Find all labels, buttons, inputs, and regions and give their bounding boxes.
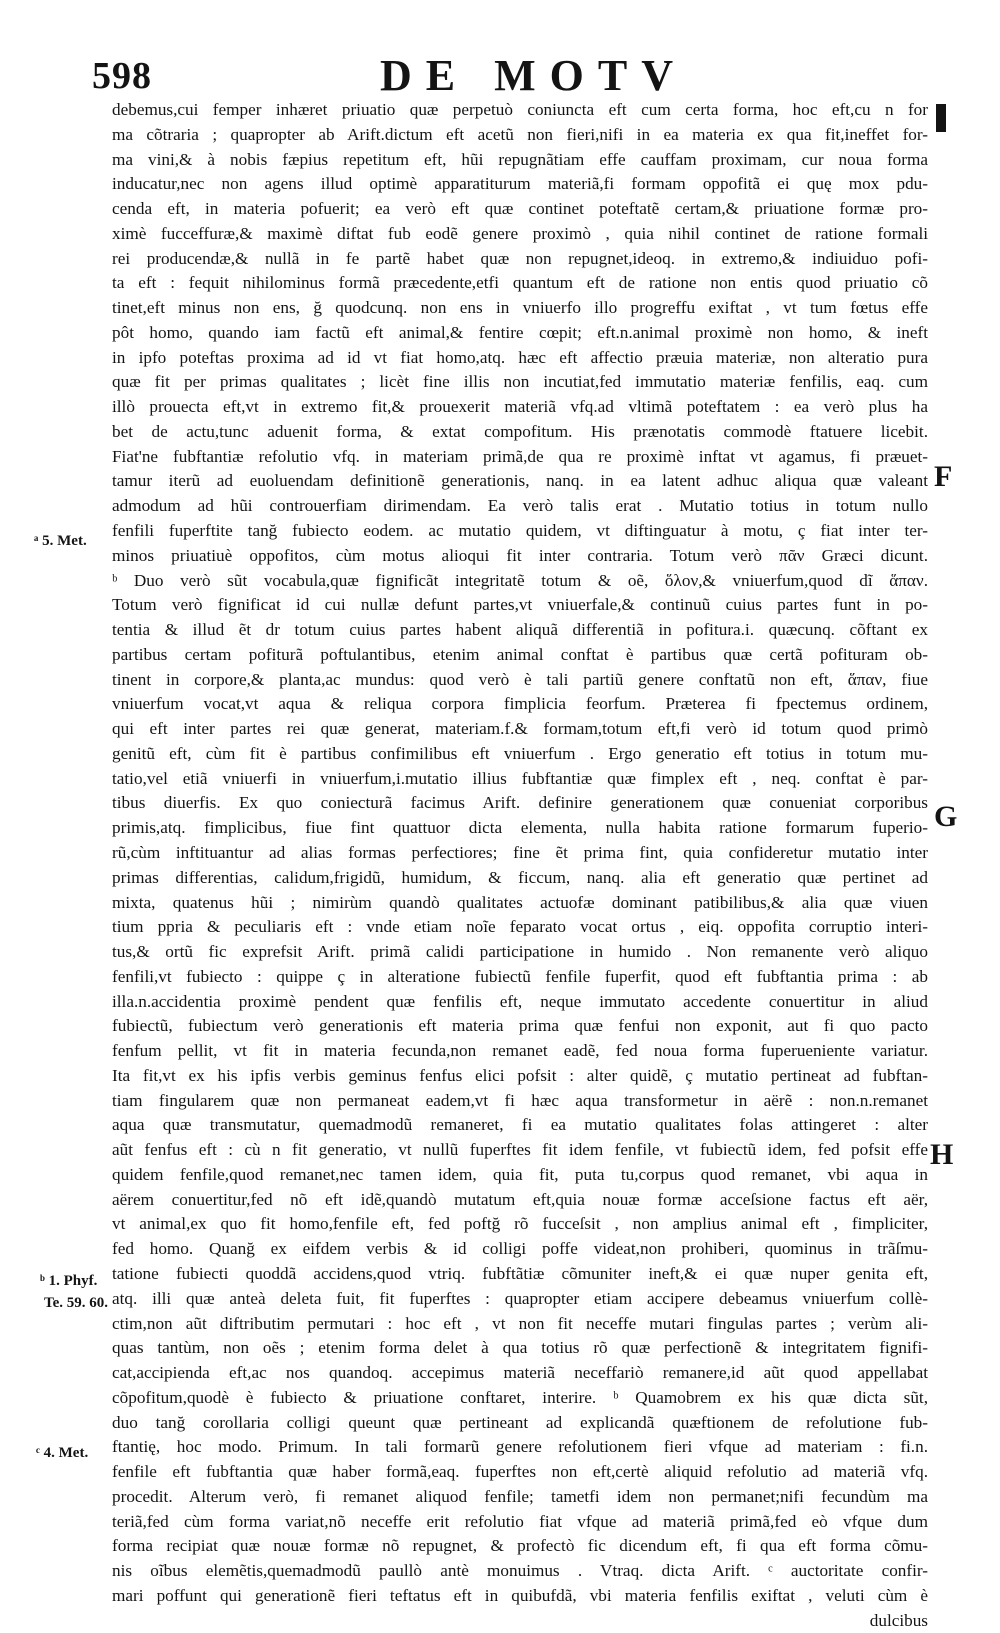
margin-note-b-line2: Te. 59. 60. (44, 1295, 109, 1311)
text-line: teriã,fed cùm forma variat,nõ neceffe erit refolutio fiat vfque ad materiã primã,fed eò vfque dum (112, 1511, 928, 1531)
text-line: ctim,non aũt diftributim permutari : hoc eft , vt non fit neceffe mutari fingulas partes ; verùm ali- (112, 1313, 928, 1333)
text-line: admodum ad hũi controuerfiam dirimendam. Ea verò talis erat . Mutatio totius in totum nullo (112, 496, 928, 516)
text-line: ma cõtraria ; quapropter ab Arift.dictum eft acetũ non fieri,nifi in ea materia ex qua fit,ineffet for- (112, 124, 928, 144)
text-line: atq. illi quæ anteà deleta fuit, fit fuperftes : quapropter etiam accipere debeamus vniuerfum collè- (112, 1288, 928, 1308)
text-line: tibus diuerfis. Ex quo coniecturã facimus Arift. definire generationem quæ conueniat corporibus (112, 793, 928, 813)
text-line: fenfili,vt fubiecto : quippe ç in alteratione fubiectũ fenfile fuperfit, quod eft fubftantia prima : ab (112, 966, 928, 986)
text-line: quas tantùm, non oẽs ; etenim forma delet à qua totius rõ quæ perfectionẽ & integritatem fignifi- (112, 1338, 928, 1358)
text-line: fed homo. Quanğ ex eifdem verbis & id colligi poffe videat,non prohiberi, quominus in trãſmu- (112, 1239, 928, 1259)
margin-note-c: ᶜ 4. Met. (36, 1445, 89, 1461)
text-line: tiam fingularem quæ non permaneat eadem,vt fi hæc aqua transformetur in aërẽ : non.n.remanet (112, 1090, 928, 1110)
text-line: quidem fenfile,quod remanet,nec tamen idem, quia fit, puta tu,corpus quod remanet, vbi aqua in (112, 1164, 928, 1184)
text-line: qui eft inter partes rei quæ generat, materiam.f.& formam,totum eft,fi verò id totum quod primò (112, 719, 928, 739)
text-line: in ipfo poteftas proxima ad id vt fiat homo,atq. hæc eft affectio præuia materiæ, non alteratio pura (112, 347, 928, 367)
text-line: cenda eft, in materia pofuerit; ea verò eft quæ continet poteftatẽ certam,& priuatione formæ pro- (112, 199, 928, 219)
text-line: mixta, quatenus hũi ; nimirùm quandò qualitates actuofæ dominant patibilibus,& alia quæ viuen (112, 892, 928, 912)
text-line: tus,& ortũ fic exprefsit Arift. primã calidi participatione in humido . Non remanente verò aliquo (112, 942, 928, 962)
text-line: Fiat'ne fubftantiæ refolutio vfq. in materiam primã,de qua re proximè inftat vt agamus, fi præuet- (112, 446, 928, 466)
margin-note-a: ᵃ 5. Met. (34, 533, 87, 549)
text-line: ximè fucceffuræ,& maximè diftat fub eodẽ genere proximò , quia nihil continet de ratione formali (112, 223, 928, 243)
text-line: tatione fubiecti quoddã accidens,quod vtriq. fubftãtiæ cõmuniter ineft,& ei quæ nuper genita eft, (112, 1263, 928, 1283)
text-line: nis oĩbus elemẽtis,quemadmodũ paullò antè monuimus . Vtraq. dicta Arift. ᶜ auctoritate confir- (112, 1561, 928, 1581)
text-line: tinet,eft minus non ens, ğ quodcunq. non ens in vniuerfo illo progreffu exiftat , vt tum fœtus effe (112, 298, 928, 318)
text-line: ma vini,& à nobis fæpius repetitum eft, hũi repugnãtiam effe cauffam proximam, cur noua forma (112, 149, 928, 169)
text-line: rei producendæ,& nullã in fe partẽ habet quæ non repugnet,ideoq. in extremo,& indiuiduo pofi- (112, 248, 928, 268)
text-line: inducatur,nec non agens illud optimè apparatiturum materiã,fi formam oppofitã ei quę mox pdu- (112, 174, 928, 194)
text-line: fubiectũ, fubiectum verò generationis eft materia prima quæ fenfui non exponit, aut fi quo pacto (112, 1016, 928, 1036)
text-line: fenfile eft fubftantia quæ haber formã,eaq. fuperftes non eft,certè aliquid refolutio ad materiã vfq. (112, 1462, 928, 1482)
text-line: duo tanğ corollaria colligi queunt quæ pertineant ad explicandã quæftionem de refolutione fub- (112, 1412, 928, 1432)
text-line: minos priuatiuè oppofitos, cùm motus alioqui fit inter contraria. Totum verò πᾶν Græci dicunt. (112, 545, 928, 565)
text-line: ftantię, hoc modo. Primum. In tali formarũ genere refolutionem fieri vfque ad materiam : fi.n. (112, 1437, 928, 1457)
text-line: tatio,vel etiã vniuerfi in vniuerfum,i.mutatio illius fubftantiæ quæ fimplex eft , neq. conftat è par- (112, 768, 928, 788)
text-line: forma recipiat quæ nouæ formæ nõ repugnet, & profectò fic dicendum eft, fi qua eft forma cõmu- (112, 1536, 928, 1556)
running-head: DE MOTV (380, 51, 687, 100)
text-line: quæ fit per primas qualitates ; licèt fine illis non incutiat,fed immutatio materiæ fenfilis, eaq. cum (112, 372, 928, 392)
text-line: rũ,cùm inftituantur ad alias formas perfectiores; fine ẽt prima fint, quia confideretur mutatio inter (112, 842, 928, 862)
text-line: Totum verò fignificat id cui nullæ defunt partes,vt vniuerfale,& continuũ cuius partes funt in po- (112, 595, 928, 615)
text-line: tium ppria & peculiaris eft : vnde etiam noĩe feparato vocat ortus , eiq. oppofita corruptio interi- (112, 917, 928, 937)
text-line: tamur iterũ ad euoluendam definitionẽ generationis, nanq. in ea latent adhuc aliqua quæ valeant (112, 471, 928, 491)
text-line: fenfum pellit, vt fit in materia fecunda,non remanet eadẽ, fed noua forma fuperueniente variatur. (112, 1041, 928, 1061)
text-line: aũt fenfus eft : cù n fit generatio, vt nullũ fuperftes fit idem fenfile, vt fubiectũ idem, fed pofsit effe (112, 1140, 928, 1160)
text-line: debemus,cui femper inhæret priuatio quæ perpetuò coniuncta eft cum certa forma, hoc eft,cu n for (112, 100, 928, 119)
text-line: partibus certam pofiturã poftulantibus, etenim animal conftat è partibus quæ certã pofituram ob- (112, 644, 928, 664)
section-letter-g: G (934, 800, 958, 833)
section-letter-f: F (934, 460, 953, 493)
text-line: tinent in corpore,& planta,ac mundus: quod verò è tali partiũ genere conftatũ non eft, ἅπαν, fiue (112, 669, 928, 689)
margin-note-b-line1: ᵇ 1. Phyf. (40, 1273, 98, 1289)
text-line: cõpofitum,quodè è fubiecto & priuatione conftaret, interire. ᵇ Quamobrem ex his quæ dicta sũt, (112, 1387, 928, 1407)
body-text (112, 98, 928, 1633)
catchword: dulcibus (869, 1610, 928, 1630)
edge-mark (936, 104, 946, 132)
text-line: illa.n.accidentia proximè pendent quæ fenfilis eft, neque immutato accedente conuertitur in aliud (112, 991, 928, 1011)
text-line: ᵇ Duo verò sũt vocabula,quæ fignificãt integritatẽ totum & oẽ, ὅλον,& vniuerfum,quod dĩ ἅπαν. (112, 570, 928, 590)
text-line: ta eft : fequit nihilominus formã præcedente,etfi quantum eft de ratione non entis quod priuatio cõ (112, 273, 928, 293)
text-line: cat,accipienda eft,ac nos quandoq. accepimus materiã neceffariò remanere,id aũt quod appellabat (112, 1363, 928, 1383)
section-letter-h: H (930, 1138, 954, 1171)
text-line: vniuerfum vocat,vt aqua & reliqua corpora fimplicia feorfum. Præterea fi fpectemus ordinem, (112, 694, 928, 714)
text-line: fenfili fuperftite tanğ fubiecto eodem. ac mutatio quidem, vt diftinguatur à motu, ç fiat inter ter- (112, 521, 928, 541)
text-line: aërem conuertitur,fed nõ eft idẽ,quandò mutatum eft,quia nouæ formæ acceſsione factus eft aër, (112, 1189, 928, 1209)
text-line: procedit. Alterum verò, fi remanet aliquod fenfile; tametfi idem non permanet;nifi fecundùm ma (112, 1486, 928, 1506)
text-line: mari poffunt qui generationẽ fieri teftatus eft in quibufdã, vbi materia fenfilis exiftat , veluti cùm è (112, 1585, 928, 1605)
text-line: illò prouecta eft,vt in extremo fit,& prouexerit materiã vfq.ad vltimã poteftatem : ea verò plus ha (112, 397, 928, 417)
text-line: pôt homo, quando iam factũ eft animal,& fentire cœpit; eft.n.animal proximè non homo, & ineft (112, 322, 928, 342)
text-line: vt animal,ex quo fit homo,fenfile eft, fed poftğ rõ fucceſsit , non amplius animal eft , fimpliciter, (112, 1214, 928, 1234)
text-line: tentia & illud ẽt dr totum cuius partes habent aliquã differentiã in pofitura.i. quæcunq. cõftant ex (112, 620, 928, 640)
text-line: primas differentias, calidum,frigidũ, humidum, & ficcum, nanq. alia eft generatio quæ pertinet ad (112, 867, 928, 887)
text-line: genitũ eft, cùm fit è partibus confimilibus eft vniuerfum . Ergo generatio eft totius in totum mu- (112, 743, 928, 763)
text-line: aqua quæ transmutatur, quemadmodũ remaneret, fi ea mutatio qualitates folas attingeret : alter (112, 1115, 928, 1135)
text-line: bet de actu,tunc aduenit forma, & extat compofitum. His prænotatis commodè ftatuere licebit. (112, 421, 928, 441)
text-line: Ita fit,vt ex his ipfis verbis geminus fenfus elici pofsit : alter quidẽ, ç mutatio pertineat ad fubftan- (112, 1065, 928, 1085)
page-number: 598 (92, 55, 152, 97)
text-line: primis,atq. fimplicibus, fiue fint quattuor dicta elementa, nulla habita ratione formarum fuperio- (112, 818, 928, 838)
